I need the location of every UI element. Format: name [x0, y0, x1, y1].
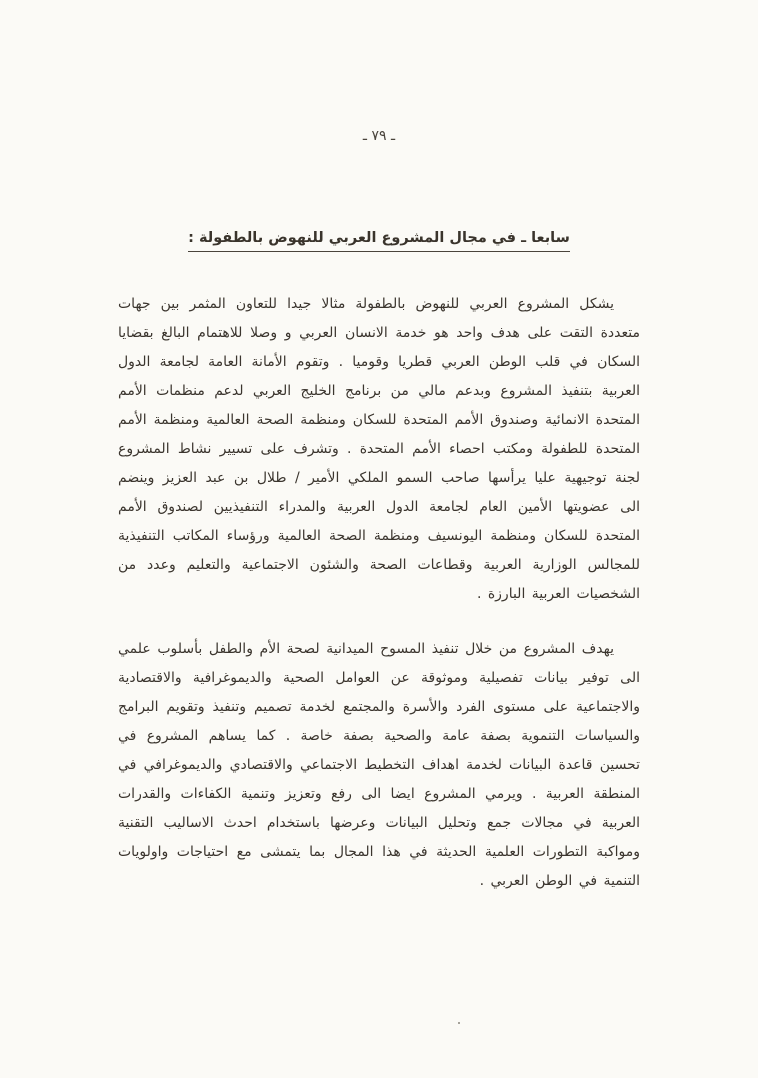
- paragraph-1: يشكل المشروع العربي للنهوض بالطفولة مثالا جيدا للتعاون المثمر بين جهات متعددة التقت على هدف واحد هو خدمة الانسان العربي و وصلا للاهتمام البالغ بقضايا السكان في قلب الوطن العربي قطريا وقوميا . وتقوم الأمانة العامة لجامعة الدول العربية بتنفيذ المشروع وبدعم مالي من برنامج الخليج العربي لدعم منظمات الأمم المتحدة الانمائية وصندوق الأمم المتحدة للسكان ومنظمة الصحة العالمية ومنظمة الأمم المتحدة للطفولة ومكتب احصاء الأمم المتحدة . وتشرف على تسيير نشاط المشروع لجنة توجيهية عليا يرأسها صاحب السمو الملكي الأمير / طلال بن عبد العزيز وينضم الى عضويتها الأمين العام لجامعة الدول العربية والمدراء التنفيذيين لصندوق الأمم المتحدة للسكان ومنظمة اليونسيف ومنظمة الصحة العالمية ورؤساء المكاتب التنفيذية للمجالس الوزارية العربية وقطاعات الصحة والشئون الاجتماعية والتعليم وعدد من الشخصيات العربية البارزة .: [118, 296, 640, 602]
- paragraph-2: يهدف المشروع من خلال تنفيذ المسوح الميدانية لصحة الأم والطفل بأسلوب علمي الى توفير بيانات تفصيلية وموثوقة عن العوامل الصحية والديموغرافية والاقتصادية والاجتماعية على مستوى الفرد والأسرة والمجتمع لخدمة تصميم وتنفيذ وتقويم البرامج والسياسات التنموية بصفة عامة والصحية بصفة خاصة . كما يساهم المشروع في تحسين قاعدة البيانات لخدمة اهداف التخطيط الاجتماعي والاقتصادي والديموغرافي في المنطقة العربية . ويرمي المشروع ايضا الى رفع وتعزيز وتنمية الكفاءات والقدرات العربية في مجالات جمع وتحليل البيانات وعرضها باستخدام احدث الاساليب التقنية ومواكبة التطورات العلمية الحديثة في هذا المجال بما يتمشى مع احتياجات واولويات التنمية في الوطن العربي .: [118, 641, 640, 889]
- section-heading: [118, 230, 640, 252]
- page-content: [118, 230, 640, 922]
- section-heading-text: سابعا ـ في مجال المشروع العربي للنهوض بالطفولة :: [188, 230, 570, 252]
- page-number: ـ ٧٩ ـ: [362, 128, 396, 144]
- scan-artifact-dot: [458, 1022, 460, 1024]
